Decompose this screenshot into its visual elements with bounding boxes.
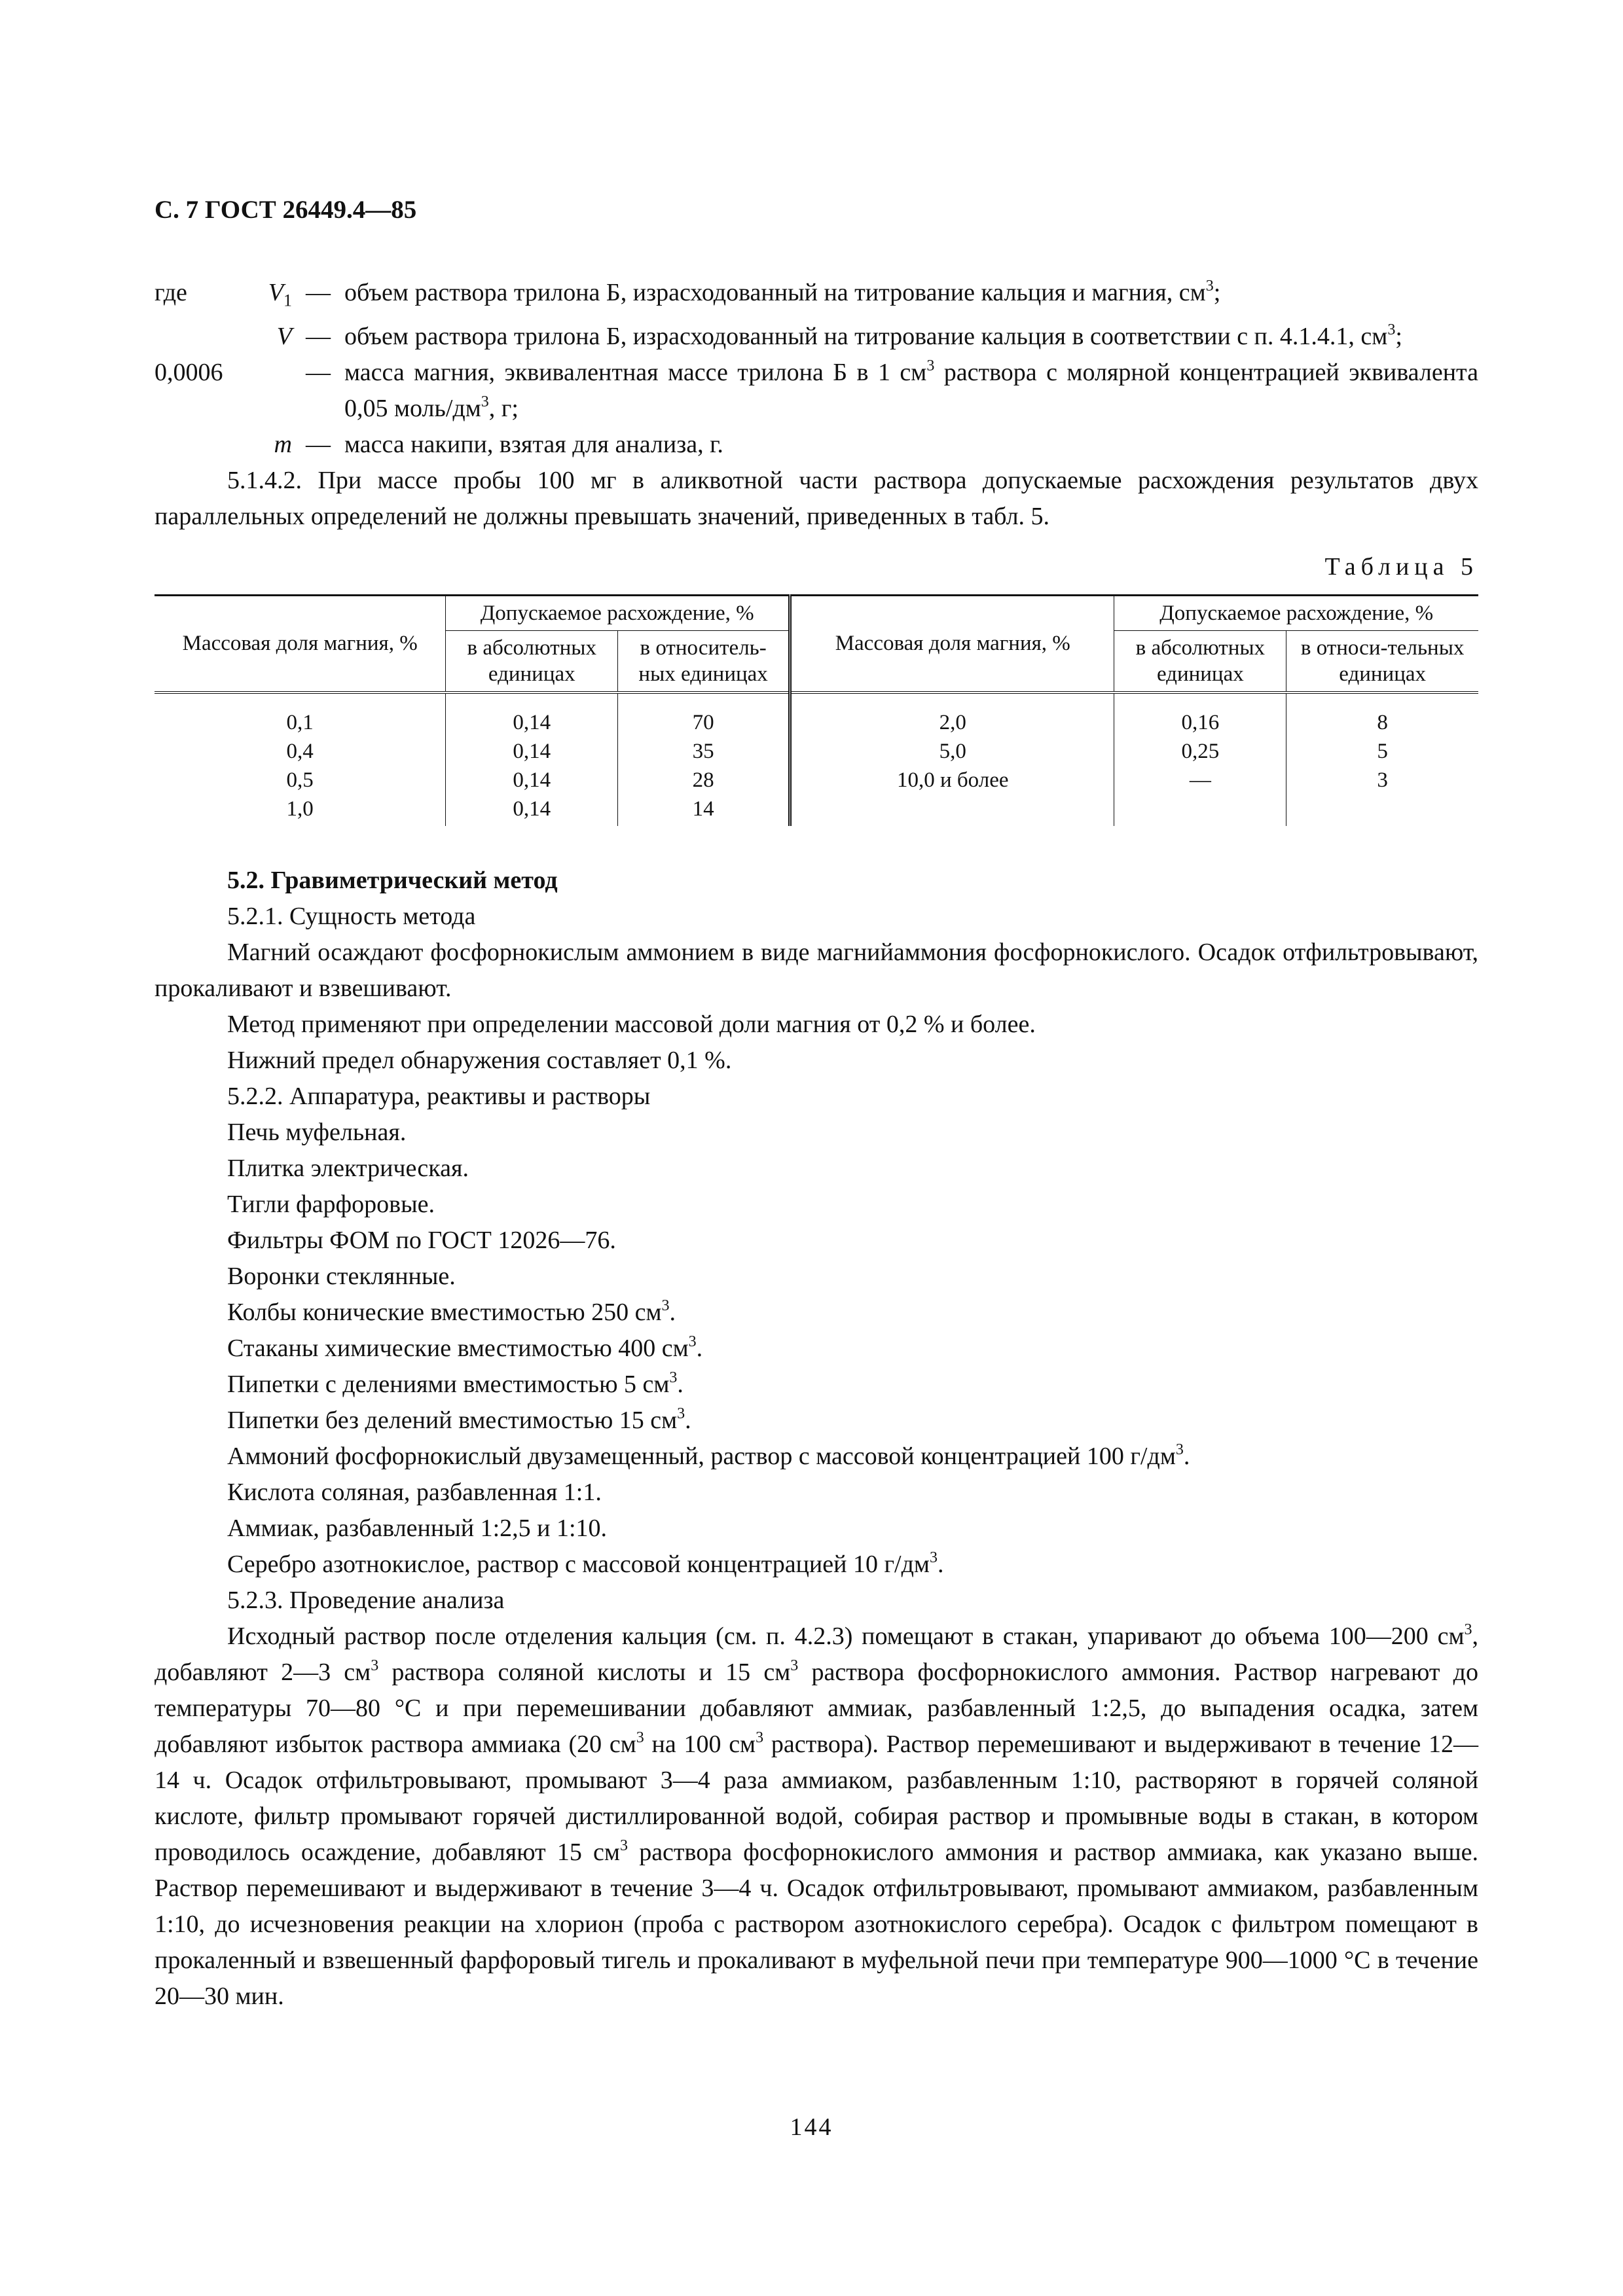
cell-rel-left: 70 35 28 14 — [618, 692, 790, 826]
page-content — [155, 275, 1478, 2015]
definition-row — [155, 319, 1478, 355]
definition-dash: — — [306, 322, 331, 350]
definition-text: масса магния, эквивалентная массе трилона Б в 1 $см^3$ раствора с молярной концентрацией эквивалента 0,05 моль/$дм^3$, г; — [344, 357, 1478, 422]
table-row — [155, 692, 1478, 826]
definition-text: масса накипи, взятая для анализа, г. — [344, 430, 723, 458]
list-item: Пипетки без делений вместимостью 15 $см^3$. — [227, 1405, 691, 1434]
header-mass-left: Массовая доля магния, % — [155, 595, 446, 692]
definition-text: объем раствора трилона Б, израсходованный на титрование кальция и магния, $см^3$; — [344, 278, 1221, 306]
subsection-5-2-2: 5.2.2. Аппаратура, реактивы и растворы — [227, 1082, 651, 1110]
definition-term: m — [274, 430, 292, 458]
cell-rel-right: 8 5 3 — [1377, 710, 1388, 792]
list-item: Кислота соляная, разбавленная 1:1. — [227, 1478, 602, 1506]
definition-prefix: где — [155, 279, 187, 306]
header-abs-right: в абсолютных единицах — [1114, 630, 1286, 692]
cell-mass-left: 0,1 0,4 0,5 1,0 — [155, 692, 446, 826]
cell-mass-right: 2,0 5,0 10,0 и более — [790, 692, 1114, 826]
cell-abs-right: 0,16 0,25 — — [1114, 692, 1286, 826]
paragraph: Магний осаждают фосфорнокислым аммонием в виде магнийаммония фосфорнокислого. Осадок отфильтровывают, прокаливают и взвешивают. — [155, 938, 1478, 1002]
paragraph: Метод применяют при определении массовой доли магния от 0,2 % и более. — [227, 1010, 1036, 1038]
page-number: 144 — [790, 2113, 833, 2141]
header-abs-left: в абсолютных единицах — [446, 630, 618, 692]
list-item: Плитка электрическая. — [227, 1154, 469, 1182]
subsection-5-2-1: 5.2.1. Сущность метода — [227, 902, 476, 930]
list-item: Печь муфельная. — [227, 1118, 407, 1146]
list-item: Аммиак, разбавленный 1:2,5 и 1:10. — [227, 1514, 608, 1542]
definition-dash: — — [306, 358, 331, 386]
list-item: Колбы конические вместимостью 250 $см^3$. — [227, 1297, 676, 1326]
list-item: Стаканы химические вместимостью 400 $см^3$. — [227, 1333, 703, 1362]
variable-definitions — [155, 275, 1478, 463]
list-item: Пипетки с делениями вместимостью 5 $см^3$. — [227, 1369, 684, 1398]
header-mass-right: Массовая доля магния, % — [790, 595, 1114, 692]
definition-row — [155, 355, 1478, 427]
header-group-left: Допускаемое расхождение, % — [446, 595, 790, 630]
definition-term: V — [276, 322, 292, 350]
header-rel-right: в относи-тельных единицах — [1286, 630, 1478, 692]
paragraph-5-1-4-2: 5.1.4.2. При массе пробы 100 мг в аликвотной части раствора допускаемые расхождения результатов двух параллельных определений не должны превышать значений, приведенных в табл. 5. — [155, 466, 1478, 530]
list-item: Аммоний фосфорнокислый двузамещенный, раствор с массовой концентрацией 100 $г/дм^3$. — [227, 1441, 1190, 1470]
definition-row — [155, 275, 1478, 319]
cell-abs-left: 0,14 0,14 0,14 0,14 — [446, 692, 618, 826]
list-item: Фильтры ФОМ по ГОСТ 12026—76. — [227, 1226, 616, 1254]
definition-term: 0,0006 — [155, 358, 223, 386]
list-item: Серебро азотнокислое, раствор с массовой концентрацией 10 $г/дм^3$. — [227, 1549, 944, 1578]
analysis-paragraph: Исходный раствор после отделения кальция (см. п. 4.2.3) помещают в стакан, упаривают до объема 100—200 $см^3$, добавляют 2—3 $см^3$ раствора соляной кислоты и 15 $см^3$ раствора фосфорнокислого аммония. Раствор нагревают до температуры 70—80 °С и при перемешивании добавляют аммиак, разбавленный 1:2,5, до выпадения осадка, затем добавляют избыток раствора аммиака (20 $см^3$ на 100 $см^3$ раствора). Раствор перемешивают и выдерживают в течение 12—14 ч. Осадок отфильтровывают, промывают 3—4 раза аммиаком, разбавленным 1:10, растворяют в горячей соляной кислоте, фильтр промывают горячей дистиллированной водой, собирая раствор и промывные воды в стакан, в котором проводилось осаждение, добавляют 15 $см^3$ раствора фосфорнокислого аммония и раствор аммиака, как указано выше. Раствор перемешивают и выдерживают в течение 3—4 ч. Осадок отфильтровывают, промывают аммиаком, разбавленным 1:10, до исчезновения реакции на хлорион (проба с раствором азотнокислого серебра). Осадок с фильтром помещают в прокаленный и взвешенный фарфоровый тигель и прокаливают в муфельной печи при температуре 900—1000 °С в течение 20—30 мин. — [155, 1621, 1478, 2010]
definition-row — [155, 427, 1478, 463]
list-item: Тигли фарфоровые. — [227, 1190, 435, 1218]
definition-term: $V_1$ — [268, 279, 292, 310]
definition-text: объем раствора трилона Б, израсходованный на титрование кальция в соответствии с п. 4.1.4.1, $см^3$; — [344, 321, 1402, 350]
table-5 — [155, 594, 1478, 826]
definition-dash: — — [306, 430, 331, 458]
section-title-5-2: 5.2. Гравиметрический метод — [227, 866, 558, 894]
table-caption: Таблица 5 — [1324, 552, 1478, 581]
definition-dash: — — [306, 279, 331, 306]
page-header: С. 7 ГОСТ 26449.4—85 — [155, 196, 417, 224]
paragraph: Нижний предел обнаружения составляет 0,1 %. — [227, 1046, 732, 1074]
equipment-list — [155, 1115, 1478, 1583]
header-group-right: Допускаемое расхождение, % — [1114, 595, 1478, 630]
subsection-5-2-3: 5.2.3. Проведение анализа — [227, 1586, 505, 1614]
header-rel-left: в относитель-ных единицах — [618, 630, 790, 692]
list-item: Воронки стеклянные. — [227, 1262, 456, 1290]
